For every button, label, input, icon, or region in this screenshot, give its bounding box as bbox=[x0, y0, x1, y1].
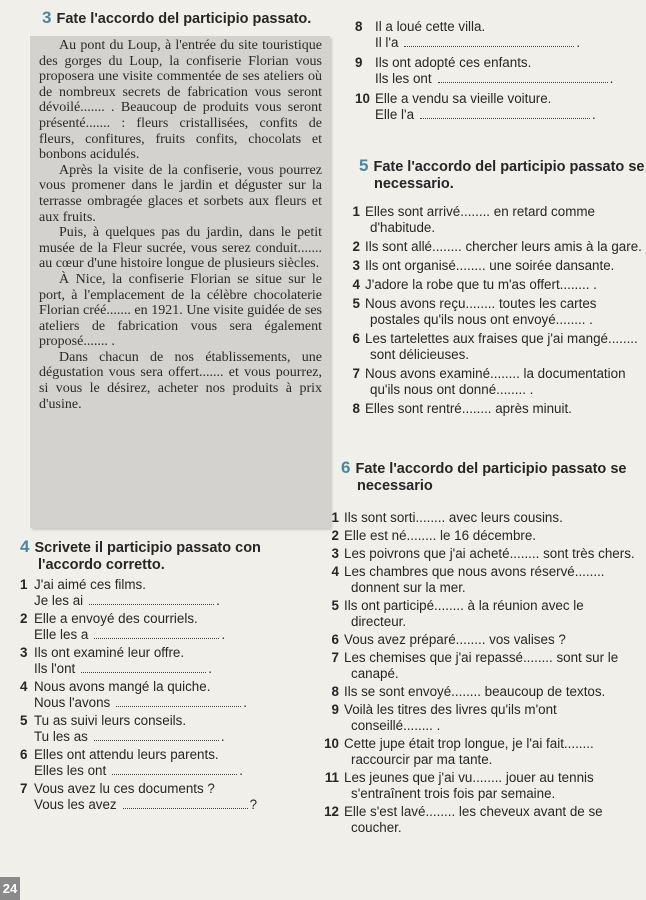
item-number: 10 bbox=[355, 91, 370, 106]
item-continuation bbox=[322, 580, 642, 596]
answer-line bbox=[20, 797, 320, 813]
answer-end: . bbox=[239, 763, 243, 778]
question-text: Vous avez lu ces documents ? bbox=[34, 781, 215, 796]
exercise-4-number: 4 bbox=[20, 537, 30, 556]
exercise-6-heading bbox=[341, 459, 626, 495]
item-number: 7 bbox=[20, 781, 28, 796]
exercise-item bbox=[344, 258, 644, 274]
answer-blank[interactable] bbox=[81, 661, 206, 673]
question-line bbox=[20, 645, 320, 661]
answer-blank[interactable] bbox=[94, 627, 219, 639]
exercise-5-title: Fate l'accordo del participio passato se bbox=[373, 159, 645, 175]
exercise-item bbox=[20, 645, 320, 677]
exercise-5-heading bbox=[359, 157, 644, 193]
answer-blank[interactable] bbox=[123, 797, 248, 809]
item-number: 5 bbox=[331, 598, 339, 613]
item-text: Elle est né........ le 16 décembre. bbox=[344, 528, 537, 543]
answer-blank[interactable] bbox=[420, 107, 590, 119]
answer-prefix: Tu les as bbox=[34, 729, 88, 744]
answer-blank[interactable] bbox=[89, 593, 214, 605]
answer-end: . bbox=[609, 71, 614, 86]
item-text: Les tartelettes aux fraises que j'ai mangé........ bbox=[365, 331, 638, 346]
exercise-6-title-line2: necessario bbox=[357, 478, 433, 494]
exercise-5-number: 5 bbox=[359, 156, 369, 175]
answer-blank[interactable] bbox=[404, 35, 574, 47]
exercise-4-list-cont bbox=[355, 19, 645, 127]
question-line bbox=[355, 55, 645, 71]
item-text: Les jeunes que j'ai vu........ jouer au tennis bbox=[344, 770, 594, 785]
exercise-item bbox=[20, 747, 320, 779]
exercise-3-text-box bbox=[30, 36, 330, 528]
exercise-5-list bbox=[344, 204, 644, 420]
item-number: 6 bbox=[331, 632, 339, 647]
item-line bbox=[344, 366, 644, 382]
page-number: 24 bbox=[0, 877, 20, 900]
item-number: 3 bbox=[20, 645, 28, 660]
answer-blank[interactable] bbox=[438, 71, 608, 83]
item-continuation bbox=[322, 752, 642, 768]
item-line bbox=[344, 239, 644, 255]
exercise-item bbox=[322, 650, 642, 682]
item-text: Les chambres que nous avons réservé........ bbox=[344, 564, 605, 579]
answer-line bbox=[20, 695, 320, 711]
answer-line bbox=[355, 71, 645, 87]
exercise-6-list bbox=[322, 510, 642, 838]
item-continuation bbox=[322, 718, 642, 734]
item-number: 5 bbox=[20, 713, 28, 728]
item-text: coucher. bbox=[351, 820, 402, 835]
item-text: Ils sont allé........ chercher leurs amis à la gare. bbox=[365, 239, 642, 254]
answer-blank[interactable] bbox=[116, 695, 241, 707]
answer-end: . bbox=[220, 729, 225, 744]
item-number: 4 bbox=[352, 277, 360, 292]
item-text: Elles sont rentré........ après minuit. bbox=[365, 401, 572, 416]
question-text: J'ai aimé ces films. bbox=[34, 577, 146, 592]
item-continuation bbox=[344, 312, 644, 328]
answer-blank[interactable] bbox=[94, 729, 219, 741]
answer-end: . bbox=[592, 107, 596, 122]
question-line bbox=[355, 91, 645, 107]
answer-prefix: Elle les a bbox=[34, 627, 89, 642]
answer-line bbox=[20, 763, 320, 779]
item-number: 5 bbox=[352, 296, 360, 311]
exercise-item bbox=[322, 528, 642, 544]
exercise-4-title: Scrivete il participio passato con bbox=[34, 540, 261, 556]
item-line bbox=[322, 650, 642, 666]
question-text: Il a loué cette villa. bbox=[375, 19, 486, 34]
answer-prefix: Je les ai bbox=[34, 593, 84, 608]
answer-prefix: Elles les ont bbox=[34, 763, 107, 778]
item-text: d'habitude. bbox=[370, 220, 436, 235]
answer-line bbox=[355, 35, 645, 51]
item-continuation bbox=[344, 347, 644, 363]
exercise-item bbox=[344, 277, 644, 293]
item-line bbox=[322, 804, 642, 820]
item-line bbox=[322, 736, 642, 752]
item-number: 2 bbox=[331, 528, 339, 543]
paragraph: Dans chacun de nos établissements, une dégustation vous sera offert....... et vous pourrez, si vous le désirez, acheter nos produits à prix d'usine. bbox=[39, 349, 322, 412]
item-text: Nous avons examiné........ la documentation bbox=[365, 366, 626, 381]
item-number: 4 bbox=[331, 564, 339, 579]
item-line bbox=[322, 770, 642, 786]
paragraph: Après la visite de la confiserie, vous pourrez vous promener dans le jardin et déguster sur la terrasse ombragée glaces et sorbets aux fleurs et aux fruits. bbox=[39, 162, 322, 225]
paragraph: Au pont du Loup, à l'entrée du site touristique des gorges du Loup, la confiserie Florian vous proposera une visite commentée de ses ateliers où de nombreux secrets de fabrication vous seront dévoilé....... . Beaucoup de produits vous seront présenté....... : fleurs cristallisées, confits de fleurs, confitures, fruits confits, chocolats et bonbons acidulés. bbox=[39, 38, 322, 163]
question-line bbox=[20, 713, 320, 729]
item-number: 9 bbox=[355, 55, 363, 70]
item-number: 7 bbox=[352, 366, 360, 381]
item-text: canapé. bbox=[351, 666, 399, 681]
exercise-3-title: Fate l'accordo del participio passato. bbox=[56, 11, 312, 27]
item-number: 3 bbox=[331, 546, 339, 561]
exercise-item bbox=[344, 296, 644, 328]
exercise-item bbox=[344, 239, 644, 255]
item-text: donnent sur la mer. bbox=[351, 580, 466, 595]
paragraph: À Nice, la confiserie Florian se situe sur le port, à l'emplacement de la célèbre chocolaterie Florian créé....... en 1921. Une visite guidée de ses ateliers de fabrication vous sera également proposé....... . bbox=[39, 271, 322, 350]
exercise-5-title-line2: necessario. bbox=[374, 176, 454, 192]
answer-prefix: Ils l'ont bbox=[34, 661, 76, 676]
item-line bbox=[322, 546, 642, 562]
exercise-4-title-line2: l'accordo corretto. bbox=[38, 557, 165, 573]
item-continuation bbox=[322, 666, 642, 682]
answer-line bbox=[20, 729, 320, 745]
item-number: 4 bbox=[20, 679, 28, 694]
question-text: Ils ont adopté ces enfants. bbox=[375, 55, 532, 70]
exercise-4-list bbox=[20, 577, 320, 815]
question-line bbox=[20, 679, 320, 695]
item-number: 8 bbox=[355, 19, 363, 34]
exercise-4-heading bbox=[20, 538, 261, 574]
item-number: 8 bbox=[331, 684, 339, 699]
question-text: Elle a envoyé des courriels. bbox=[34, 611, 198, 626]
item-line bbox=[322, 684, 642, 700]
item-line bbox=[322, 564, 642, 580]
item-continuation bbox=[344, 220, 644, 236]
item-text: J'adore la robe que tu m'as offert........ . bbox=[365, 277, 597, 292]
item-number: 1 bbox=[352, 204, 360, 219]
answer-end: . bbox=[208, 661, 212, 676]
item-text: Elles sont arrivé........ en retard comme bbox=[365, 204, 595, 219]
question-text: Ils ont examiné leur offre. bbox=[34, 645, 185, 660]
item-text: Ils ont participé........ à la réunion avec le bbox=[344, 598, 584, 613]
item-number: 6 bbox=[20, 747, 28, 762]
question-text: Nous avons mangé la quiche. bbox=[34, 679, 211, 694]
exercise-item bbox=[20, 713, 320, 745]
exercise-item bbox=[20, 611, 320, 643]
exercise-item bbox=[322, 804, 642, 836]
exercise-item bbox=[322, 546, 642, 562]
question-line bbox=[20, 781, 320, 797]
answer-line bbox=[355, 107, 645, 123]
item-text: Ils se sont envoyé........ beaucoup de textos. bbox=[344, 684, 606, 699]
answer-end: . bbox=[576, 35, 581, 50]
question-text: Elles ont attendu leurs parents. bbox=[34, 747, 219, 762]
exercise-3-number: 3 bbox=[42, 8, 52, 27]
exercise-item bbox=[322, 684, 642, 700]
exercise-item bbox=[20, 577, 320, 609]
item-number: 12 bbox=[324, 804, 339, 819]
item-text: Voilà les titres des livres qu'ils m'ont bbox=[344, 702, 557, 717]
item-number: 1 bbox=[20, 577, 28, 592]
item-continuation bbox=[322, 820, 642, 836]
exercise-item bbox=[355, 19, 645, 51]
item-line bbox=[322, 702, 642, 718]
item-text: Nous avons reçu........ toutes les cartes bbox=[365, 296, 597, 311]
item-text: directeur. bbox=[351, 614, 407, 629]
exercise-item bbox=[322, 770, 642, 802]
exercise-item bbox=[344, 366, 644, 398]
exercise-item bbox=[344, 204, 644, 236]
answer-end: ? bbox=[249, 797, 258, 812]
answer-line bbox=[20, 661, 320, 677]
answer-prefix: Vous les avez bbox=[34, 797, 117, 812]
question-line bbox=[355, 19, 645, 35]
item-number: 11 bbox=[324, 770, 339, 785]
exercise-item bbox=[322, 702, 642, 734]
answer-prefix: Nous l'avons bbox=[34, 695, 111, 710]
exercise-item bbox=[322, 598, 642, 630]
exercise-item bbox=[322, 510, 642, 526]
item-text: Les poivrons que j'ai acheté........ sont très chers. bbox=[344, 546, 635, 561]
item-text: Les chemises que j'ai repassé........ sont sur le bbox=[344, 650, 619, 665]
answer-end: . bbox=[243, 695, 247, 710]
item-number: 3 bbox=[352, 258, 360, 273]
item-text: conseillé........ . bbox=[351, 718, 441, 733]
item-line bbox=[344, 277, 644, 293]
exercise-item bbox=[322, 564, 642, 596]
item-number: 2 bbox=[352, 239, 360, 254]
exercise-6-title: Fate l'accordo del participio passato se bbox=[355, 461, 627, 477]
exercise-6-number: 6 bbox=[341, 458, 351, 477]
item-line bbox=[322, 598, 642, 614]
question-line bbox=[20, 611, 320, 627]
item-continuation bbox=[322, 786, 642, 802]
item-number: 8 bbox=[352, 401, 360, 416]
answer-line bbox=[20, 627, 320, 643]
item-number: 7 bbox=[331, 650, 339, 665]
item-text: postales qu'ils nous ont envoyé........ . bbox=[370, 312, 593, 327]
item-number: 9 bbox=[331, 702, 339, 717]
item-line bbox=[322, 632, 642, 648]
exercise-item bbox=[344, 401, 644, 417]
exercise-item bbox=[355, 55, 645, 87]
question-text: Tu as suivi leurs conseils. bbox=[34, 713, 187, 728]
item-text: Vous avez préparé........ vos valises ? bbox=[344, 632, 566, 647]
exercise-item bbox=[355, 91, 645, 123]
item-text: Ils sont sorti........ avec leurs cousins. bbox=[344, 510, 563, 525]
item-text: Ils ont organisé........ une soirée dansante. bbox=[365, 258, 615, 273]
exercise-item bbox=[20, 781, 320, 813]
item-line bbox=[344, 204, 644, 220]
item-number: 10 bbox=[324, 736, 339, 751]
item-text: s'entraînent trois fois par semaine. bbox=[351, 786, 556, 801]
item-text: Elle s'est lavé........ les cheveux avant de se bbox=[344, 804, 603, 819]
paragraph: Puis, à quelques pas du jardin, dans le petit musée de la Fleur sucrée, vous serez conduit....... au cœur d'une histoire longue de plusieurs siècles. bbox=[39, 225, 322, 272]
item-text: raccourcir par ma tante. bbox=[351, 752, 493, 767]
question-text: Elle a vendu sa vieille voiture. bbox=[375, 91, 552, 106]
item-line bbox=[344, 296, 644, 312]
answer-line bbox=[20, 593, 320, 609]
item-number: 1 bbox=[331, 510, 339, 525]
item-continuation bbox=[322, 614, 642, 630]
item-text: sont délicieuses. bbox=[370, 347, 469, 362]
item-line bbox=[344, 401, 644, 417]
exercise-3-heading bbox=[42, 9, 311, 28]
item-number: 6 bbox=[352, 331, 360, 346]
answer-end: . bbox=[221, 627, 226, 642]
answer-blank[interactable] bbox=[112, 763, 237, 775]
item-continuation bbox=[344, 382, 644, 398]
exercise-item bbox=[344, 331, 644, 363]
item-line bbox=[344, 258, 644, 274]
exercise-item bbox=[20, 679, 320, 711]
item-line bbox=[322, 510, 642, 526]
item-line bbox=[322, 528, 642, 544]
answer-prefix: Il l'a bbox=[375, 35, 399, 50]
exercise-item bbox=[322, 632, 642, 648]
item-number: 2 bbox=[20, 611, 28, 626]
answer-prefix: Elle l'a bbox=[375, 107, 415, 122]
exercise-item bbox=[322, 736, 642, 768]
item-line bbox=[344, 331, 644, 347]
answer-prefix: Ils les ont bbox=[375, 71, 432, 86]
item-text: qu'ils nous ont donné........ . bbox=[370, 382, 534, 397]
question-line bbox=[20, 577, 320, 593]
item-text: Cette jupe était trop longue, je l'ai fait........ bbox=[344, 736, 594, 751]
question-line bbox=[20, 747, 320, 763]
answer-end: . bbox=[216, 593, 220, 608]
